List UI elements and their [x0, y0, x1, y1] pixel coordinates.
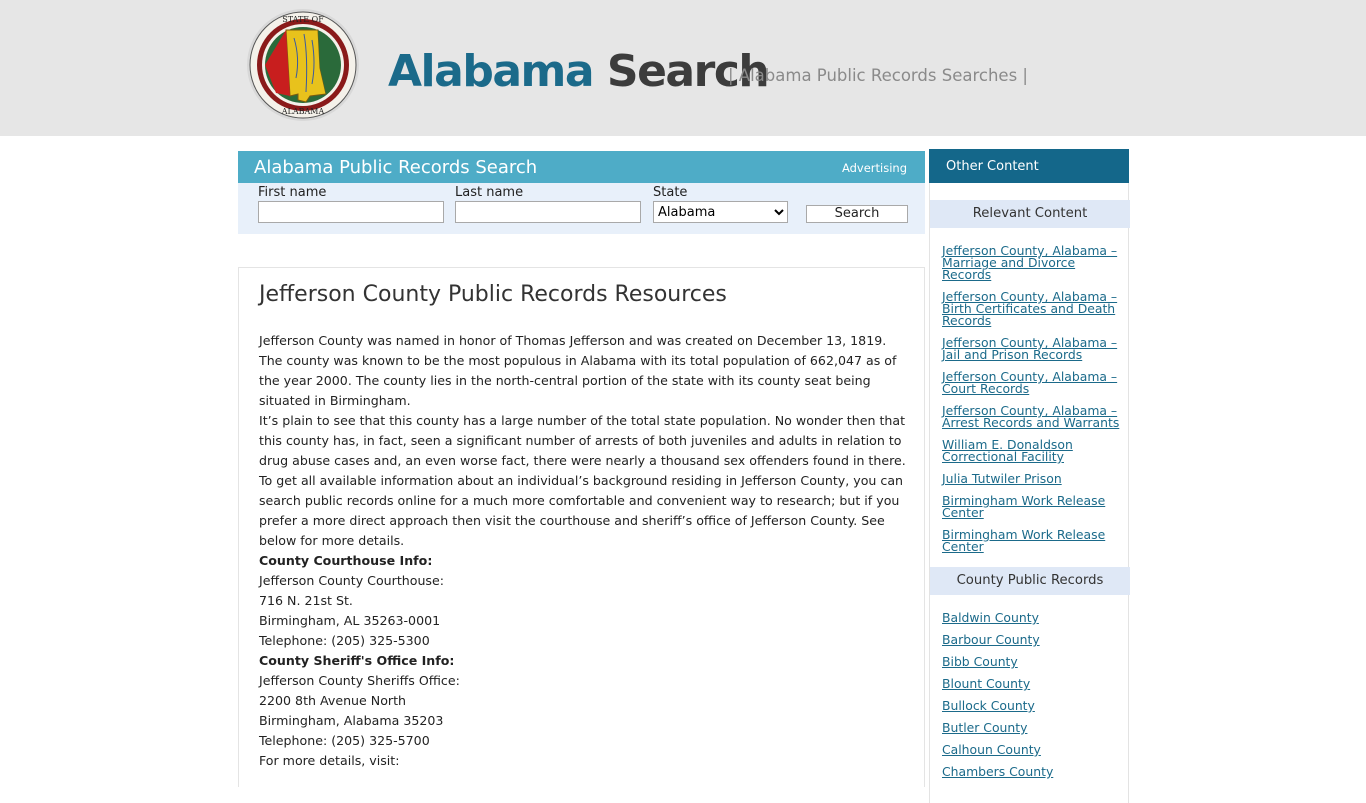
- courthouse-line: Telephone: (205) 325-5300: [259, 633, 430, 648]
- courthouse-heading: County Courthouse Info:: [259, 553, 433, 568]
- county-link[interactable]: Blount County: [942, 676, 1031, 691]
- sheriff-heading: County Sheriff's Office Info:: [259, 653, 455, 668]
- county-link[interactable]: Baldwin County: [942, 610, 1039, 625]
- sheriff-line: 2200 8th Avenue North: [259, 693, 407, 708]
- first-name-input[interactable]: [258, 201, 444, 223]
- county-link[interactable]: Bibb County: [942, 654, 1018, 669]
- search-form-header: [238, 151, 925, 183]
- sidebar-panel: [929, 183, 1129, 803]
- courthouse-line: Birmingham, AL 35263-0001: [259, 613, 441, 628]
- site-header: [0, 0, 1366, 136]
- relevant-link[interactable]: Jefferson County, Alabama – Court Records: [942, 369, 1118, 396]
- sidebar: [929, 149, 1129, 789]
- courthouse-line: 716 N. 21st St.: [259, 593, 353, 608]
- article-paragraph: Jefferson County was named in honor of Thomas Jefferson and was created on December 13, 1819. The county was known to be the most populous in Alabama with its total population of 662,047 as of the year 2000. The county lies in the north-central portion of the state with its county seat being situated in Birmingham.: [259, 333, 897, 408]
- last-name-input[interactable]: [455, 201, 641, 223]
- relevant-links-list: [942, 245, 1126, 563]
- relevant-link[interactable]: Julia Tutwiler Prison: [942, 471, 1062, 486]
- sheriff-line: Birmingham, Alabama 35203: [259, 713, 444, 728]
- relevant-link[interactable]: Jefferson County, Alabama – Jail and Prison Records: [942, 335, 1118, 362]
- seal-text-top: STATE OF: [282, 15, 324, 24]
- sheriff-line: Jefferson County Sheriffs Office:: [259, 673, 460, 688]
- county-link[interactable]: Calhoun County: [942, 742, 1041, 757]
- relevant-link[interactable]: Jefferson County, Alabama – Birth Certificates and Death Records: [942, 289, 1118, 328]
- courthouse-line: Jefferson County Courthouse:: [259, 573, 444, 588]
- page-title: Jefferson County Public Records Resources: [259, 282, 727, 307]
- search-button[interactable]: Search: [806, 205, 908, 223]
- public-records-search-form: [238, 151, 925, 234]
- article-paragraph: To get all available information about an individual’s background residing in Jefferson County, you can search public records online for a much more comfortable and convenient way to research; but if you prefer a more direct approach then visit the courthouse and sheriff’s office of Jefferson County. See below for more details.: [259, 473, 904, 548]
- relevant-link[interactable]: Jefferson County, Alabama – Arrest Records and Warrants: [942, 403, 1120, 430]
- article-content: [238, 267, 925, 787]
- state-label: State: [653, 185, 688, 200]
- site-logo[interactable]: [388, 42, 768, 102]
- sidebar-header-label: Other Content: [946, 159, 1039, 174]
- last-name-label: Last name: [455, 185, 524, 200]
- relevant-link[interactable]: Jefferson County, Alabama – Marriage and Divorce Records: [942, 243, 1118, 282]
- relevant-link[interactable]: Birmingham Work Release Center: [942, 527, 1106, 554]
- site-tagline: | Alabama Public Records Searches |: [728, 66, 1028, 85]
- alabama-state-seal-icon[interactable]: [246, 8, 360, 122]
- relevant-link[interactable]: Birmingham Work Release Center: [942, 493, 1106, 520]
- relevant-content-heading: Relevant Content: [930, 200, 1130, 228]
- first-name-label: First name: [258, 185, 327, 200]
- sidebar-header: [929, 149, 1129, 183]
- county-link[interactable]: Barbour County: [942, 632, 1040, 647]
- advertising-label[interactable]: Advertising: [841, 161, 907, 175]
- relevant-link[interactable]: William E. Donaldson Correctional Facility: [942, 437, 1073, 464]
- state-select[interactable]: [653, 201, 788, 223]
- logo-word-search: Search: [606, 46, 769, 97]
- county-link[interactable]: Butler County: [942, 720, 1028, 735]
- county-link[interactable]: Chambers County: [942, 764, 1054, 779]
- sheriff-line: For more details, visit:: [259, 753, 400, 768]
- sheriff-line: Telephone: (205) 325-5700: [259, 733, 430, 748]
- article-body: [259, 331, 909, 771]
- article-paragraph: It’s plain to see that this county has a large number of the total state population. No wonder then that this county has, in fact, seen a significant number of arrests of both juveniles and adults in relation to drug abuse cases and, an even worse fact, there were nearly a thousand sex offenders found in there.: [259, 413, 906, 468]
- county-link[interactable]: Bullock County: [942, 698, 1035, 713]
- logo-word-alabama: Alabama: [388, 46, 594, 97]
- county-records-heading: County Public Records: [930, 567, 1130, 595]
- county-links-list: [942, 611, 1126, 787]
- seal-text-bottom: ALABAMA: [281, 107, 325, 116]
- search-form-title: Alabama Public Records Search: [254, 157, 538, 178]
